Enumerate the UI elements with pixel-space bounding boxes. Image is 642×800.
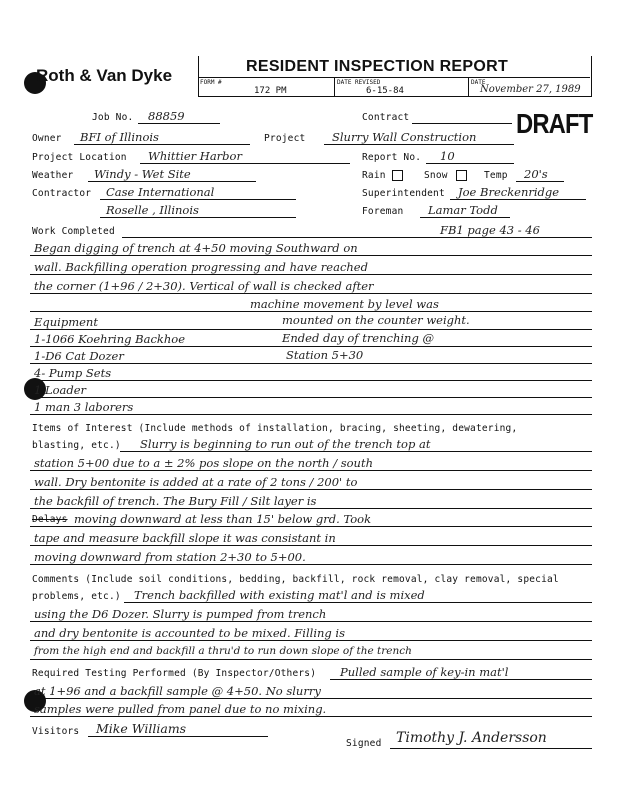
work-rule-8 [30, 380, 592, 381]
temp-value: 20's [524, 167, 548, 181]
work-rule-4 [30, 311, 592, 312]
items-rule-2 [30, 470, 592, 471]
superintendent-value: Joe Breckenridge [458, 185, 560, 199]
report-no-line [426, 163, 514, 164]
testing-rule-1 [330, 679, 592, 680]
testing-label: Required Testing Performed (By Inspector/Others) [32, 668, 317, 679]
signature-line [390, 748, 592, 749]
items-line-2: station 5+00 due to a ± 2% pos slope on the north / south [34, 456, 373, 470]
foreman-value: Lamar Todd [428, 203, 498, 217]
signed-label: Signed [346, 738, 382, 749]
location-line [140, 163, 350, 164]
work-rule-2 [30, 274, 592, 275]
contractor-label: Contractor [32, 188, 92, 199]
job-no-label: Job No. [92, 112, 134, 123]
date-caption: DATE [471, 79, 486, 86]
items-label-2: blasting, etc.) [32, 440, 121, 451]
items-rule-7 [30, 564, 592, 565]
snow-checkbox [456, 170, 467, 181]
work-rule-10 [30, 414, 592, 415]
work-rule-6 [30, 346, 592, 347]
visitors-line [88, 736, 268, 737]
items-rule-3 [30, 489, 592, 490]
items-line-4: the backfill of trench. The Bury Fill / Silt layer is [34, 494, 317, 508]
testing-line-2: at 1+96 and a backfill sample @ 4+50. No slurry [34, 684, 321, 698]
items-line-3: wall. Dry bentonite is added at a rate of 2 tons / 200' to [34, 475, 358, 489]
work-line-6: 1-1066 Koehring Backhoe [34, 332, 185, 346]
rain-label: Rain [362, 170, 386, 181]
project-line [324, 144, 514, 145]
work-line-9: 1 Loader [34, 383, 87, 397]
comments-rule-1 [124, 602, 592, 603]
owner-value: BFI of Illinois [80, 130, 159, 144]
rain-checkbox [392, 170, 403, 181]
project-value: Slurry Wall Construction [332, 130, 477, 144]
company-logo: Roth & Van Dyke [36, 66, 173, 85]
comments-rule-2 [30, 621, 592, 622]
contractor-value-2: Roselle , Illinois [106, 203, 199, 217]
header-cell-divider-2 [468, 77, 469, 96]
draft-stamp: DRAFT [516, 108, 593, 139]
comments-line-2: using the D6 Dozer. Slurry is pumped from trench [34, 607, 327, 621]
temp-line [516, 181, 564, 182]
items-rule-5 [30, 526, 592, 527]
snow-label: Snow [424, 170, 448, 181]
work-line-10: 1 man 3 laborers [34, 400, 134, 414]
contract-label: Contract [362, 112, 410, 123]
items-rule-1 [120, 451, 592, 452]
comments-line-3: and dry bentonite is accounted to be mixed. Filling is [34, 626, 345, 640]
comments-line-4: from the high end and backfill a thru'd to run down slope of the trench [34, 645, 412, 657]
comments-rule-4 [30, 659, 592, 660]
superintendent-line [450, 199, 586, 200]
work-rule-3 [30, 293, 592, 294]
temp-label: Temp [484, 170, 508, 181]
weather-label: Weather [32, 170, 74, 181]
header-divider [198, 77, 590, 78]
items-line-6: tape and measure backfill slope it was consistant in [34, 531, 336, 545]
items-rule-6 [30, 545, 592, 546]
testing-rule-3 [30, 716, 592, 717]
owner-label: Owner [32, 133, 62, 144]
testing-line-3: samples were pulled from panel due to no mixing. [34, 702, 327, 716]
location-label: Project Location [32, 152, 127, 163]
date-revised-value: 6-15-84 [366, 86, 404, 96]
items-line-7: moving downward from station 2+30 to 5+00. [34, 550, 306, 564]
work-rule-9 [30, 397, 592, 398]
comments-label-1: Comments (Include soil conditions, bedding, backfill, rock removal, clay removal, special [32, 574, 559, 585]
comments-label-2: problems, etc.) [32, 591, 121, 602]
work-trench-note: Ended day of trenching @ [282, 331, 434, 345]
project-label: Project [264, 133, 306, 144]
work-completed-label: Work Completed [32, 226, 115, 237]
report-no-label: Report No. [362, 152, 422, 163]
signature: Timothy J. Andersson [396, 730, 547, 746]
work-line-3: the corner (1+96 / 2+30). Vertical of wall is checked after [34, 279, 374, 293]
work-line-5: Equipment [34, 315, 98, 329]
comments-line-1: Trench backfilled with existing mat'l and is mixed [134, 588, 425, 602]
report-date: November 27, 1989 [480, 84, 581, 95]
visitors-value: Mike Williams [96, 721, 187, 736]
testing-rule-2 [30, 698, 592, 699]
owner-line [74, 144, 250, 145]
contractor-line-2 [100, 217, 296, 218]
items-line-5: moving downward at less than 15' below grd. Took [74, 512, 372, 526]
work-station-note: Station 5+30 [286, 348, 364, 362]
foreman-line [420, 217, 510, 218]
visitors-label: Visitors [32, 726, 80, 737]
items-label-1: Items of Interest (Include methods of installation, bracing, sheeting, dewatering, [32, 423, 518, 434]
work-rule-5 [30, 329, 592, 330]
form-caption: FORM # [200, 79, 222, 86]
foreman-label: Foreman [362, 206, 404, 217]
location-value: Whittier Harbor [148, 149, 242, 163]
work-line-1: Began digging of trench at 4+50 moving Southward on [34, 241, 358, 255]
superintendent-label: Superintendent [362, 188, 445, 199]
testing-line-1: Pulled sample of key-in mat'l [340, 665, 509, 679]
report-no-value: 10 [440, 149, 455, 163]
report-title: RESIDENT INSPECTION REPORT [246, 58, 509, 75]
work-completed-ref: FB1 page 43 - 46 [440, 223, 540, 237]
job-no-value: 88859 [148, 109, 185, 123]
date-revised-caption: DATE REVISED [337, 79, 381, 86]
items-rule-4 [30, 508, 592, 509]
work-rule-7 [30, 363, 592, 364]
work-mounted-note: mounted on the counter weight. [282, 313, 470, 327]
weather-line [88, 181, 256, 182]
items-line-1: Slurry is beginning to run out of the trench top at [140, 437, 431, 451]
contractor-line-1 [100, 199, 296, 200]
work-line-4: machine movement by level was [250, 297, 439, 311]
work-rule-1 [30, 255, 592, 256]
work-line-2: wall. Backfilling operation progressing and have reached [34, 260, 368, 274]
work-line-8: 4- Pump Sets [34, 366, 112, 380]
delays-label: Delays [32, 514, 68, 525]
contract-line [412, 123, 512, 124]
contractor-value-1: Case International [106, 185, 215, 199]
weather-value: Windy - Wet Site [94, 167, 191, 181]
job-no-line [138, 123, 220, 124]
comments-rule-3 [30, 640, 592, 641]
work-line-7: 1-D6 Cat Dozer [34, 349, 124, 363]
form-number: 172 PM [254, 86, 287, 96]
work-completed-header-line [122, 237, 592, 238]
header-cell-divider-1 [334, 77, 335, 96]
